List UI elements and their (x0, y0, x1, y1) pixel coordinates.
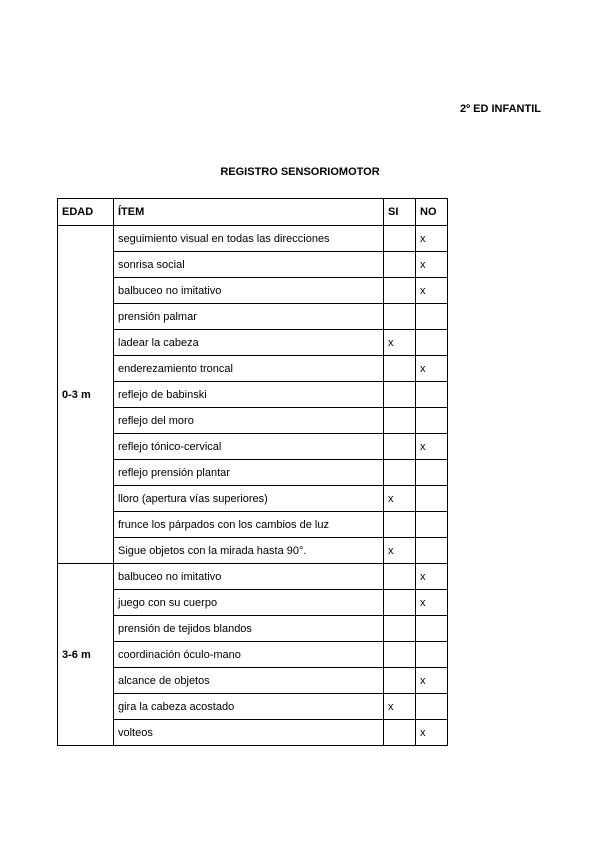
header-no: NO (416, 199, 448, 226)
item-cell: gira la cabeza acostado (114, 694, 384, 720)
table-row (58, 590, 448, 616)
item-cell: prensión palmar (114, 304, 384, 330)
no-mark-cell (416, 512, 448, 538)
table-row (58, 486, 448, 512)
no-mark-cell (416, 304, 448, 330)
table-row (58, 720, 448, 746)
header-edad: EDAD (58, 199, 114, 226)
item-cell: reflejo del moro (114, 408, 384, 434)
no-mark-cell (416, 616, 448, 642)
course-label: 2º ED INFANTIL (459, 103, 541, 115)
si-mark-cell: x (384, 694, 416, 720)
si-mark-cell (384, 720, 416, 746)
item-cell: ladear la cabeza (114, 330, 384, 356)
item-cell: sonrisa social (114, 252, 384, 278)
no-mark-cell (416, 642, 448, 668)
si-mark-cell (384, 460, 416, 486)
table-row (58, 382, 448, 408)
si-mark-cell: x (384, 538, 416, 564)
si-mark-cell (384, 278, 416, 304)
header-item: ÍTEM (114, 199, 384, 226)
item-cell: juego con su cuerpo (114, 590, 384, 616)
no-mark-cell (416, 382, 448, 408)
si-mark-cell (384, 304, 416, 330)
item-cell: reflejo prensión plantar (114, 460, 384, 486)
table-row (58, 278, 448, 304)
no-mark-cell: x (416, 590, 448, 616)
si-mark-cell (384, 642, 416, 668)
item-cell: enderezamiento troncal (114, 356, 384, 382)
no-mark-cell: x (416, 356, 448, 382)
no-mark-cell (416, 408, 448, 434)
no-mark-cell (416, 486, 448, 512)
si-mark-cell (384, 408, 416, 434)
item-cell: frunce los párpados con los cambios de luz (114, 512, 384, 538)
no-mark-cell: x (416, 434, 448, 460)
no-mark-cell (416, 694, 448, 720)
si-mark-cell: x (384, 486, 416, 512)
table-row (58, 356, 448, 382)
si-mark-cell (384, 356, 416, 382)
sensorimotor-table (57, 198, 448, 746)
table-row (58, 252, 448, 278)
document-title: REGISTRO SENSORIOMOTOR (220, 166, 380, 178)
age-range-cell: 3-6 m (58, 564, 114, 746)
no-mark-cell: x (416, 668, 448, 694)
item-cell: volteos (114, 720, 384, 746)
si-mark-cell (384, 226, 416, 252)
table-row (58, 694, 448, 720)
no-mark-cell (416, 460, 448, 486)
item-cell: lloro (apertura vías superiores) (114, 486, 384, 512)
table-header-row (58, 199, 448, 226)
si-mark-cell (384, 616, 416, 642)
table-row (58, 226, 448, 252)
item-cell: prensión de tejidos blandos (114, 616, 384, 642)
table-row (58, 512, 448, 538)
table-row (58, 434, 448, 460)
table-row (58, 642, 448, 668)
no-mark-cell (416, 538, 448, 564)
item-cell: alcance de objetos (114, 668, 384, 694)
table-row (58, 304, 448, 330)
no-mark-cell: x (416, 720, 448, 746)
si-mark-cell (384, 590, 416, 616)
table-row (58, 330, 448, 356)
no-mark-cell: x (416, 226, 448, 252)
si-mark-cell: x (384, 330, 416, 356)
item-cell: balbuceo no imitativo (114, 278, 384, 304)
table-body (58, 226, 448, 746)
table-row (58, 538, 448, 564)
table-row (58, 616, 448, 642)
no-mark-cell (416, 330, 448, 356)
age-range-cell: 0-3 m (58, 226, 114, 564)
item-cell: reflejo tónico-cervical (114, 434, 384, 460)
item-cell: Sigue objetos con la mirada hasta 90°. (114, 538, 384, 564)
table-row (58, 460, 448, 486)
no-mark-cell: x (416, 564, 448, 590)
si-mark-cell (384, 512, 416, 538)
si-mark-cell (384, 252, 416, 278)
si-mark-cell (384, 434, 416, 460)
no-mark-cell: x (416, 278, 448, 304)
table-row (58, 564, 448, 590)
si-mark-cell (384, 668, 416, 694)
table-row (58, 408, 448, 434)
si-mark-cell (384, 564, 416, 590)
table-row (58, 668, 448, 694)
item-cell: reflejo de babinski (114, 382, 384, 408)
item-cell: coordinación óculo-mano (114, 642, 384, 668)
item-cell: seguimiento visual en todas las direcciones (114, 226, 384, 252)
header-si: SI (384, 199, 416, 226)
no-mark-cell: x (416, 252, 448, 278)
item-cell: balbuceo no imitativo (114, 564, 384, 590)
si-mark-cell (384, 382, 416, 408)
